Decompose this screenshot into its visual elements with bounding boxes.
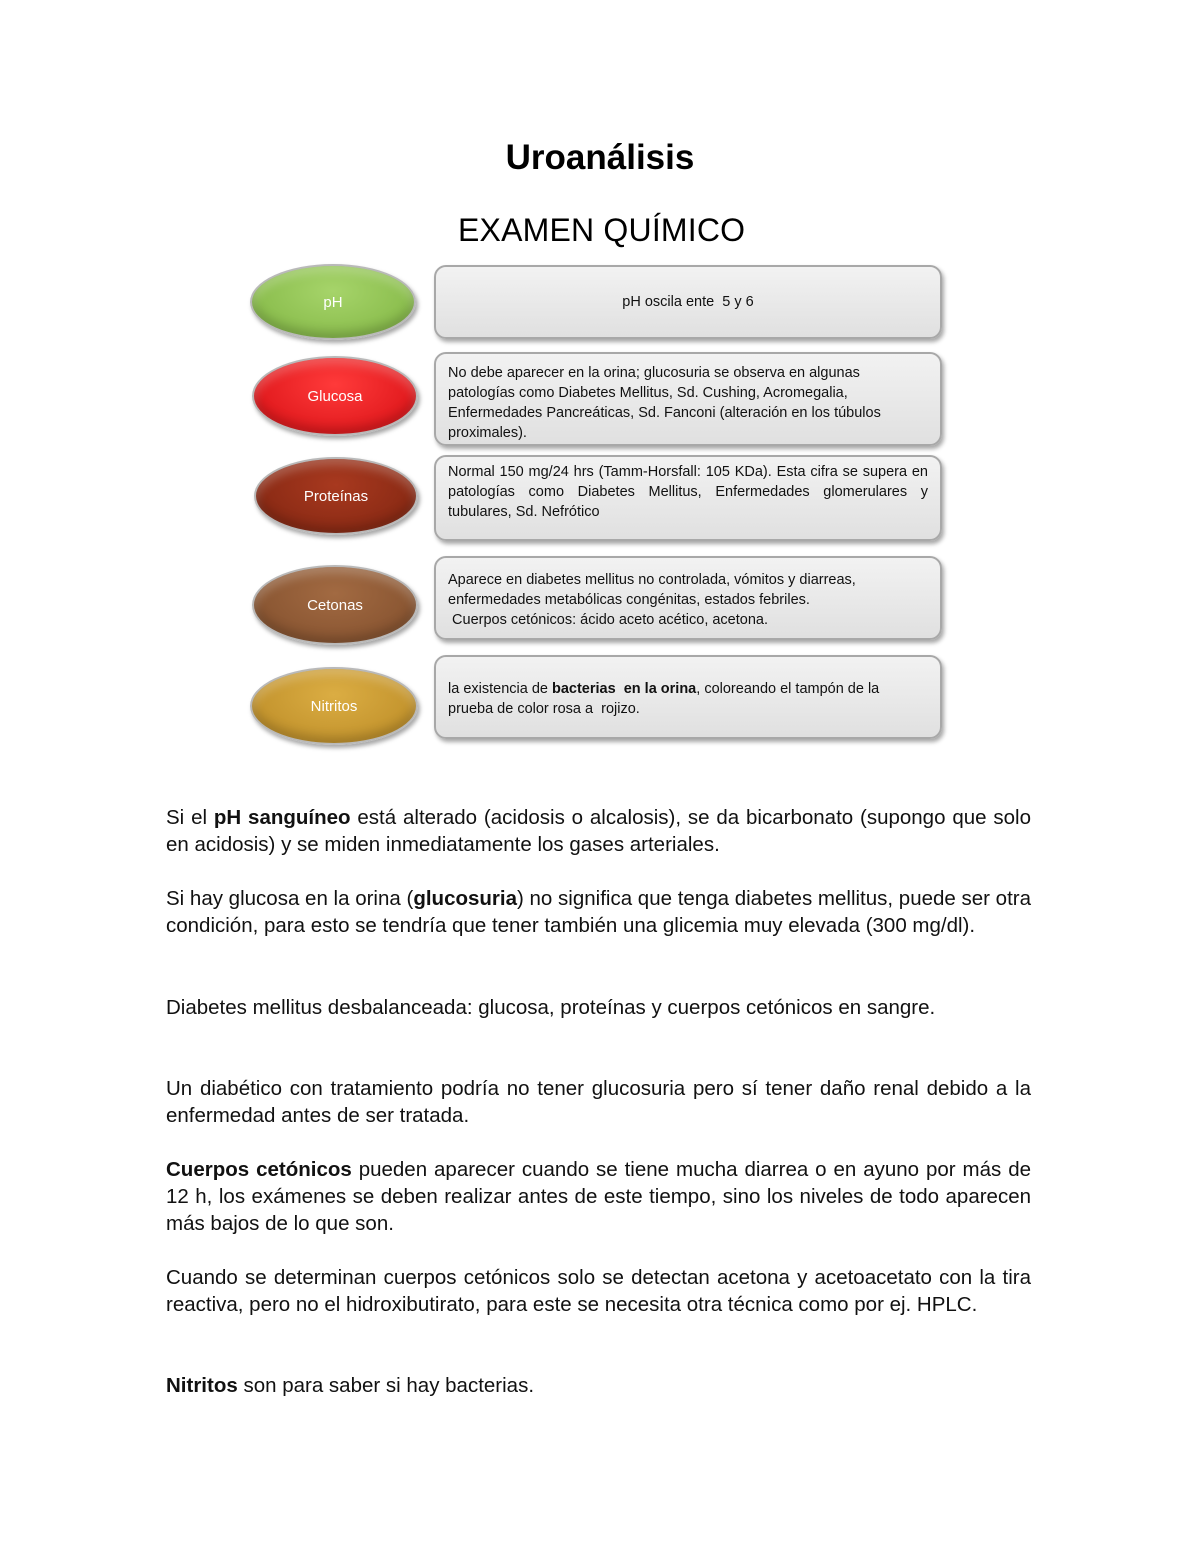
cetonas-oval: [252, 565, 418, 645]
page-title: Uroanálisis: [505, 138, 695, 177]
paragraph-nitritos-bold: Nitritos: [166, 1374, 238, 1397]
paragraph-glucosa-text-c: ) no significa que tenga diabetes mellitus, puede ser otra condición, para esto se tendría que tener también una glicemia muy elevada (300 mg/dl).: [166, 887, 1032, 937]
proteinas-label: Proteínas: [303, 487, 369, 505]
ph-text: pH oscila ente 5 y 6: [622, 294, 754, 310]
paragraph-glucosa-text-a: Si hay glucosa en la orina (: [166, 887, 414, 910]
cetonas-label: Cetonas: [307, 596, 363, 614]
proteinas-text: Normal 150 mg/24 hrs (Tamm-Horsfall: 105 KDa). Esta cifra se supera en patologías como Diabetes Mellitus, Enfermedades glomerulares y tubulares, Sd. Nefrótico: [448, 464, 928, 520]
ph-box: [434, 265, 942, 339]
cetonas-box: [434, 556, 942, 640]
paragraph-ph-text-a: Si el: [166, 806, 214, 829]
paragraph-cuerpos-text: pueden aparecer cuando se tiene mucha diarrea o en ayuno por más de 12 h, los exámenes se deben realizar antes de este tiempo, sino los niveles de todo aparecen más bajos de lo que son.: [166, 1158, 1032, 1235]
paragraph-nitritos-text: son para saber si hay bacterias.: [237, 1374, 535, 1397]
paragraph-cuerpos: [166, 1156, 1031, 1237]
paragraph-tira: [166, 1264, 1031, 1318]
proteinas-box: [434, 455, 942, 541]
glucosa-text: No debe aparecer en la orina; glucosuria se observa en algunas patologías como Diabetes Mellitus, Sd. Cushing, Acromegalia, Enfermedades Pancreáticas, Sd. Fanconi (alteración en los túbulos proximales).: [448, 365, 881, 441]
paragraph-diabetes-text: Diabetes mellitus desbalanceada: glucosa, proteínas y cuerpos cetónicos en sangre.: [166, 996, 936, 1019]
cetonas-text-line-2: enfermedades metabólicas congénitas, estados febriles.: [448, 592, 810, 608]
nitritos-oval: [250, 667, 418, 745]
nitritos-text-d: , coloreando el tampón de la prueba de color rosa a rojizo.: [448, 681, 884, 717]
nitritos-label: Nitritos: [310, 697, 358, 715]
cetonas-text-line-3: Cuerpos cetónicos: ácido aceto acético, acetona.: [448, 612, 768, 628]
nitritos-text-a: la existencia de: [448, 681, 552, 697]
paragraph-diabetes: [166, 994, 1031, 1021]
paragraph-glucosa: [166, 885, 1031, 939]
glucosa-label: Glucosa: [307, 387, 363, 405]
nitritos-box: [434, 655, 942, 739]
paragraph-diabetico: [166, 1075, 1031, 1129]
nitritos-text-b: bacterias: [551, 681, 616, 697]
glucosa-box: [434, 352, 942, 446]
ph-oval: [250, 264, 416, 340]
paragraph-nitritos: [166, 1372, 1031, 1399]
paragraph-cuerpos-bold: Cuerpos cetónicos: [166, 1158, 352, 1181]
paragraph-diabetico-text: Un diabético con tratamiento podría no tener glucosuria pero sí tener daño renal debido a la enfermedad antes de ser tratada.: [166, 1077, 1031, 1127]
paragraph-glucosa-bold: glucosuria: [413, 887, 517, 910]
glucosa-oval: [252, 356, 418, 436]
paragraph-tira-text: Cuando se determinan cuerpos cetónicos solo se detectan acetona y acetoacetato con la tira reactiva, pero no el hidroxibutirato, para este se necesita otra técnica como por ej. HPLC.: [166, 1266, 1031, 1316]
proteinas-oval: [254, 457, 418, 535]
ph-label: pH: [323, 293, 343, 311]
figure-title: EXAMEN QUÍMICO: [458, 212, 746, 248]
paragraph-ph-text-c: está alterado (acidosis o alcalosis), se da bicarbonato (supongo que solo en acidosis) y se miden inmediatamente los gases arteriales.: [166, 806, 1031, 856]
paragraph-ph-bold: pH sanguíneo: [213, 806, 351, 829]
nitritos-text-c: en la orina: [615, 681, 697, 697]
cetonas-text-line-1: Aparece en diabetes mellitus no controlada, vómitos y diarreas,: [448, 572, 856, 588]
paragraph-ph: [166, 804, 1031, 858]
